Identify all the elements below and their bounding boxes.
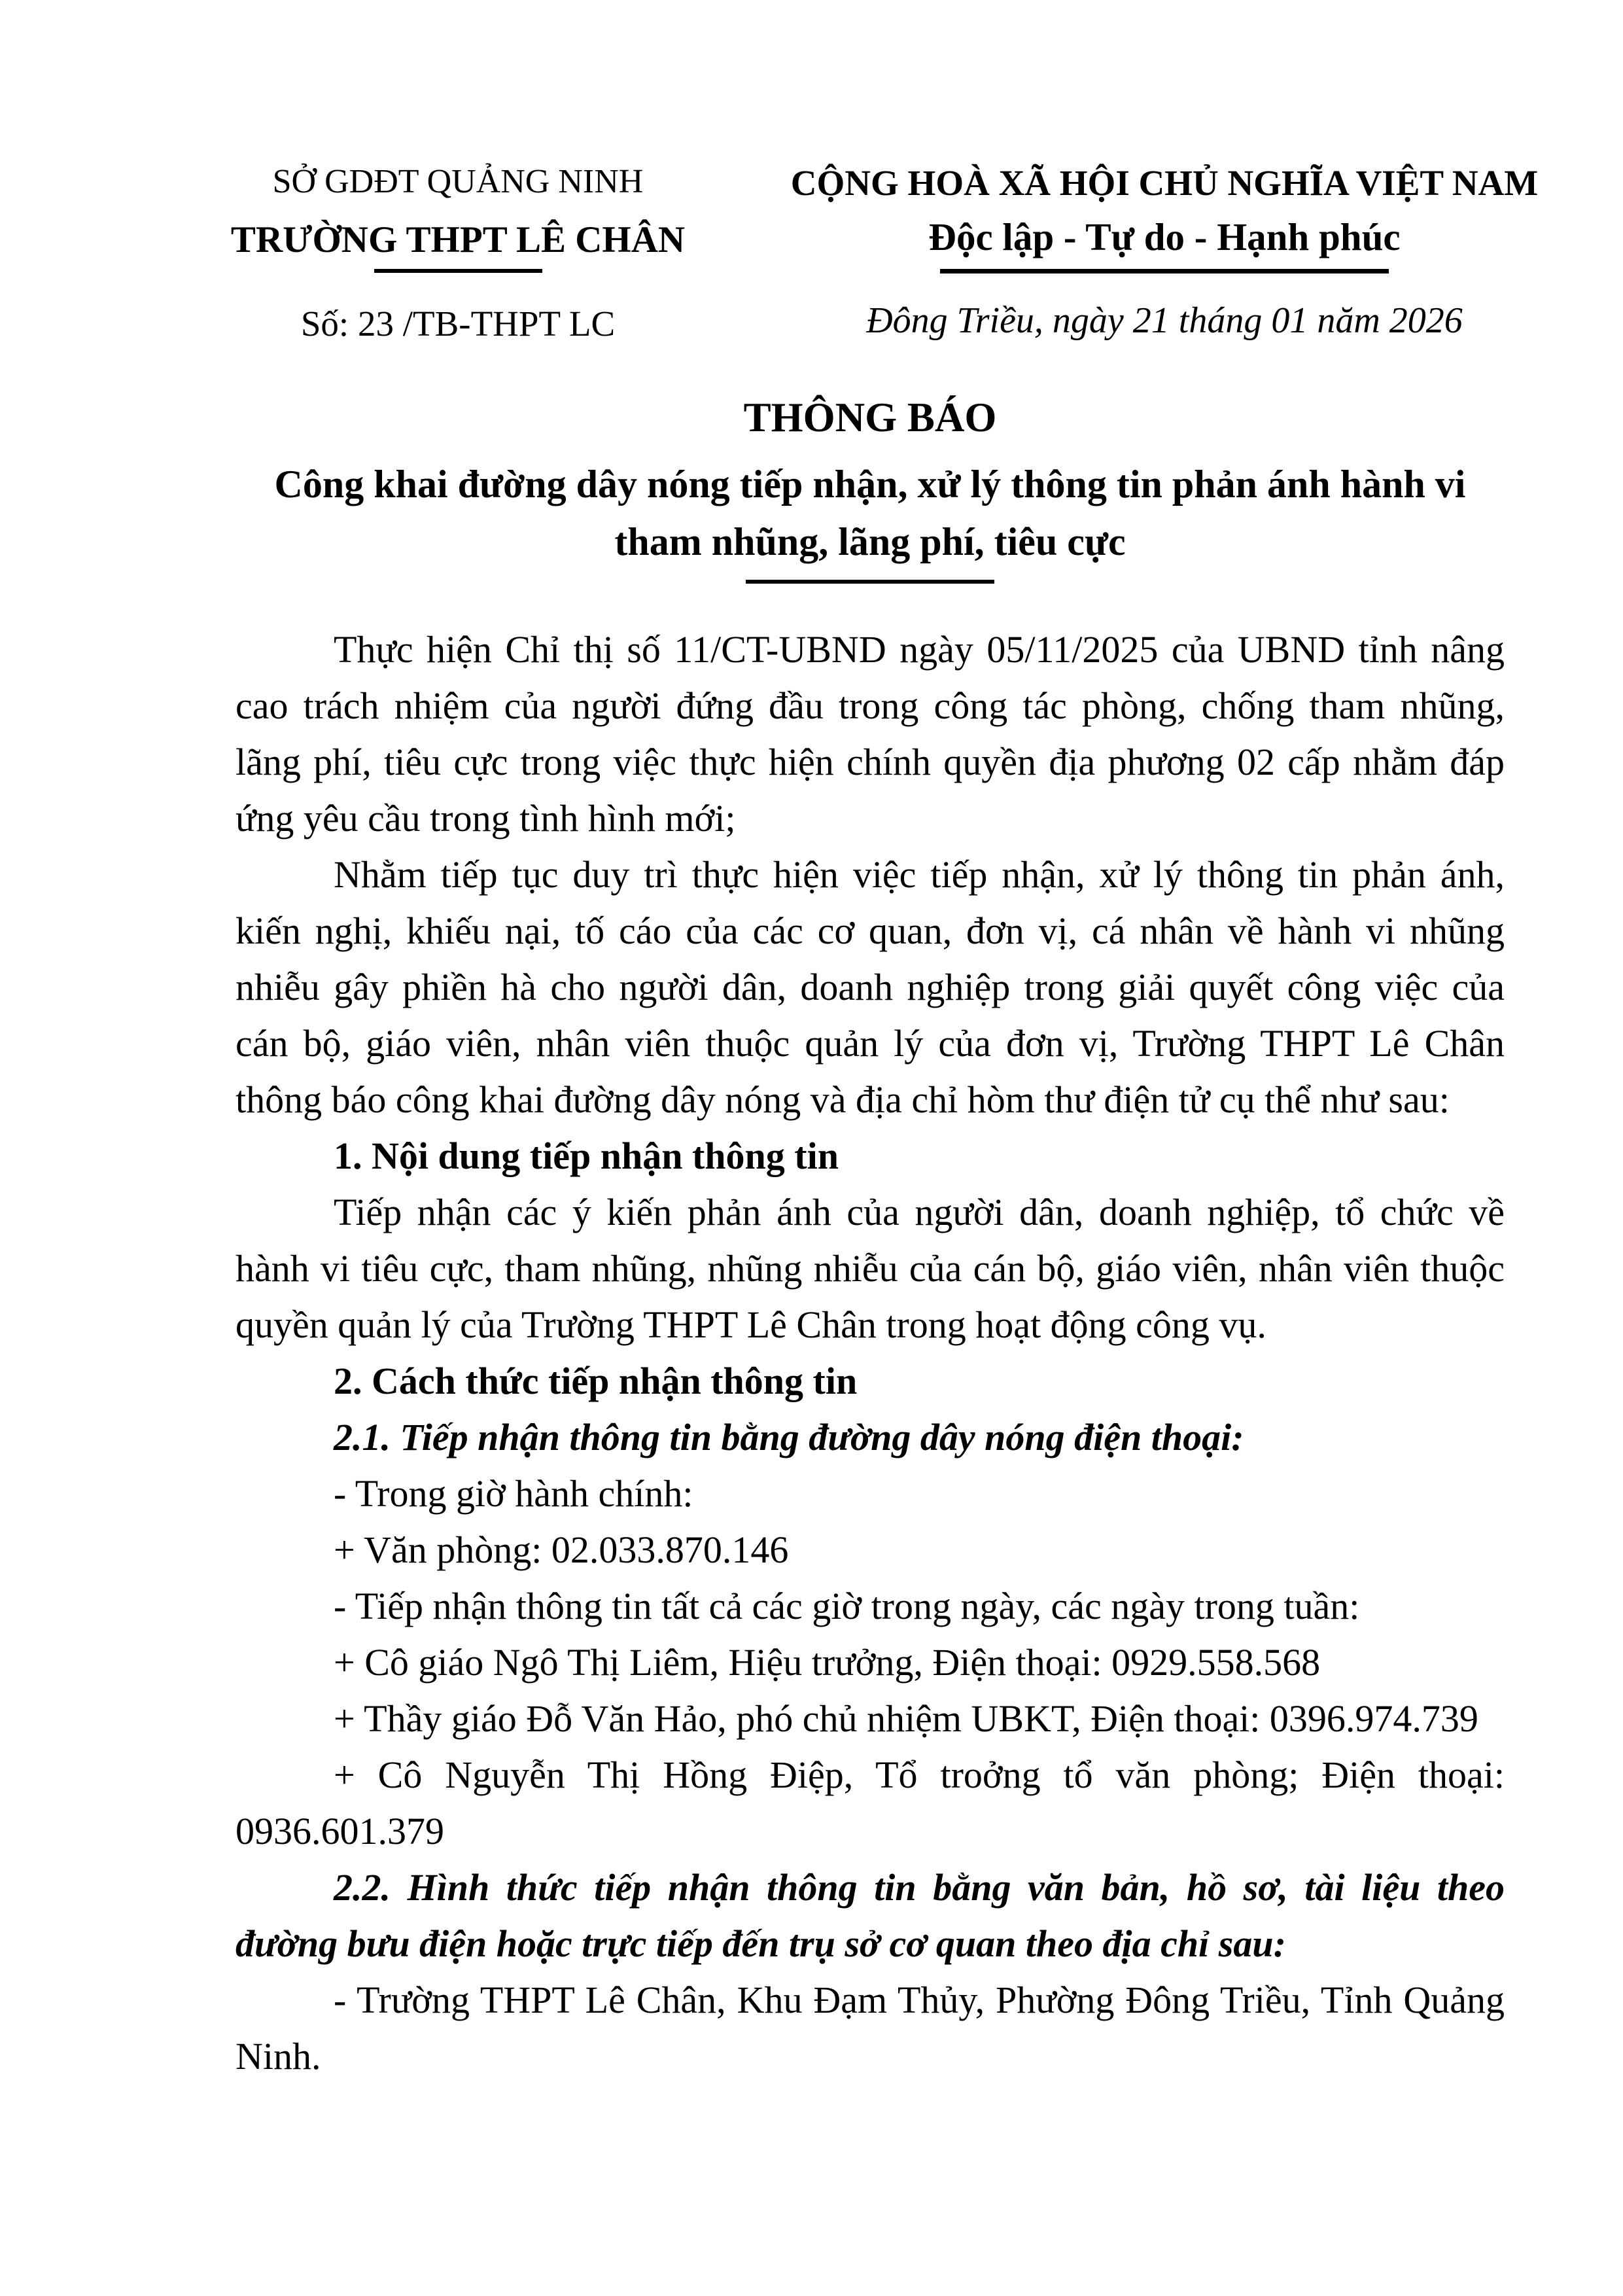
heading-section-1: 1. Nội dung tiếp nhận thông tin [334, 1135, 839, 1177]
notice-subject-line2: tham nhũng, lãng phí, tiêu cực [614, 520, 1126, 563]
heading-section-2-1: 2.1. Tiếp nhận thông tin bằng đường dây nóng điện thoại: [334, 1416, 1244, 1458]
issuer-school-name: TRƯỜNG THPT LÊ CHÂN [230, 219, 686, 260]
national-title: CỘNG HOÀ XÃ HỘI CHỦ NGHĨA VIỆT NAM [790, 163, 1539, 203]
list-item-office-phone: + Văn phòng: 02.033.870.146 [334, 1528, 789, 1571]
issuer-block [216, 162, 700, 345]
list-item-all-hours: - Tiếp nhận thông tin tất cả các giờ trong ngày, các ngày trong tuần: [334, 1585, 1360, 1627]
list-item-principal-phone: + Cô giáo Ngô Thị Liêm, Hiệu trưởng, Điện thoại: 0929.558.568 [334, 1641, 1321, 1684]
national-motto: Độc lập - Tự do - Hạnh phúc [928, 215, 1401, 259]
list-item-ubkt-phone: + Thầy giáo Đỗ Văn Hảo, phó chủ nhiệm UBKT, Điện thoại: 0396.974.739 [334, 1697, 1478, 1740]
notice-subject-line1: Công khai đường dây nóng tiếp nhận, xử lý thông tin phản ánh hành vi [274, 463, 1466, 506]
paragraph-legal-basis: Thực hiện Chỉ thị số 11/CT-UBND ngày 05/11/2025 của UBND tỉnh nâng cao trách nhiệm của người đứng đầu trong công tác phòng, chống tham nhũng, lãng phí, tiêu cực trong việc thực hiện chính quyền địa phương 02 cấp nhằm đáp ứng yêu cầu trong tình hình mới; [236, 628, 1505, 839]
issuer-underline [374, 269, 542, 273]
notice-kind-title: THÔNG BÁO [743, 395, 997, 440]
list-item-office-hours: - Trong giờ hành chính: [334, 1472, 693, 1515]
document-number: Số: 23 /TB-THPT LC [300, 304, 616, 344]
national-block [765, 162, 1563, 342]
paragraph-postal-address: - Trường THPT Lê Chân, Khu Đạm Thủy, Phường Đông Triều, Tỉnh Quảng Ninh. [236, 1979, 1505, 2077]
place-dateline: Đông Triều, ngày 21 tháng 01 năm 2026 [866, 300, 1463, 342]
paragraph-purpose: Nhằm tiếp tục duy trì thực hiện việc tiếp nhận, xử lý thông tin phản ánh, kiến nghị, khiếu nại, tố cáo của các cơ quan, đơn vị, cá nhân về hành vi nhũng nhiễu gây phiền hà cho người dân, doanh nghiệp trong giải quyết công việc của cán bộ, giáo viên, nhân viên thuộc quản lý của đơn vị, Trường THPT Lê Chân thông báo công khai đường dây nóng và địa chỉ hòm thư điện tử cụ thể như sau: [236, 853, 1505, 1121]
list-item-office-head-phone: + Cô Nguyễn Thị Hồng Điệp, Tổ troởng tổ văn phòng; Điện thoại: 0936.601.379 [236, 1754, 1505, 1852]
national-underline [940, 269, 1389, 274]
heading-section-2-2: 2.2. Hình thức tiếp nhận thông tin bằng văn bản, hồ sơ, tài liệu theo đường bưu điện hoặc trực tiếp đến trụ sở cơ quan theo địa chỉ sau: [236, 1866, 1505, 1965]
notice-title-block [236, 391, 1505, 584]
issuer-parent-name: SỞ GDĐT QUẢNG NINH [272, 163, 644, 200]
title-underline [746, 580, 994, 584]
heading-section-2: 2. Cách thức tiếp nhận thông tin [334, 1360, 858, 1402]
notice-subject [236, 455, 1505, 571]
paragraph-section-1-content: Tiếp nhận các ý kiến phản ánh của người dân, doanh nghiệp, tổ chức về hành vi tiêu cực, tham nhũng, nhũng nhiễu của cán bộ, giáo viên, nhân viên thuộc quyền quản lý của Trường THPT Lê Chân trong hoạt động công vụ. [236, 1191, 1505, 1346]
notice-body [236, 622, 1505, 2085]
